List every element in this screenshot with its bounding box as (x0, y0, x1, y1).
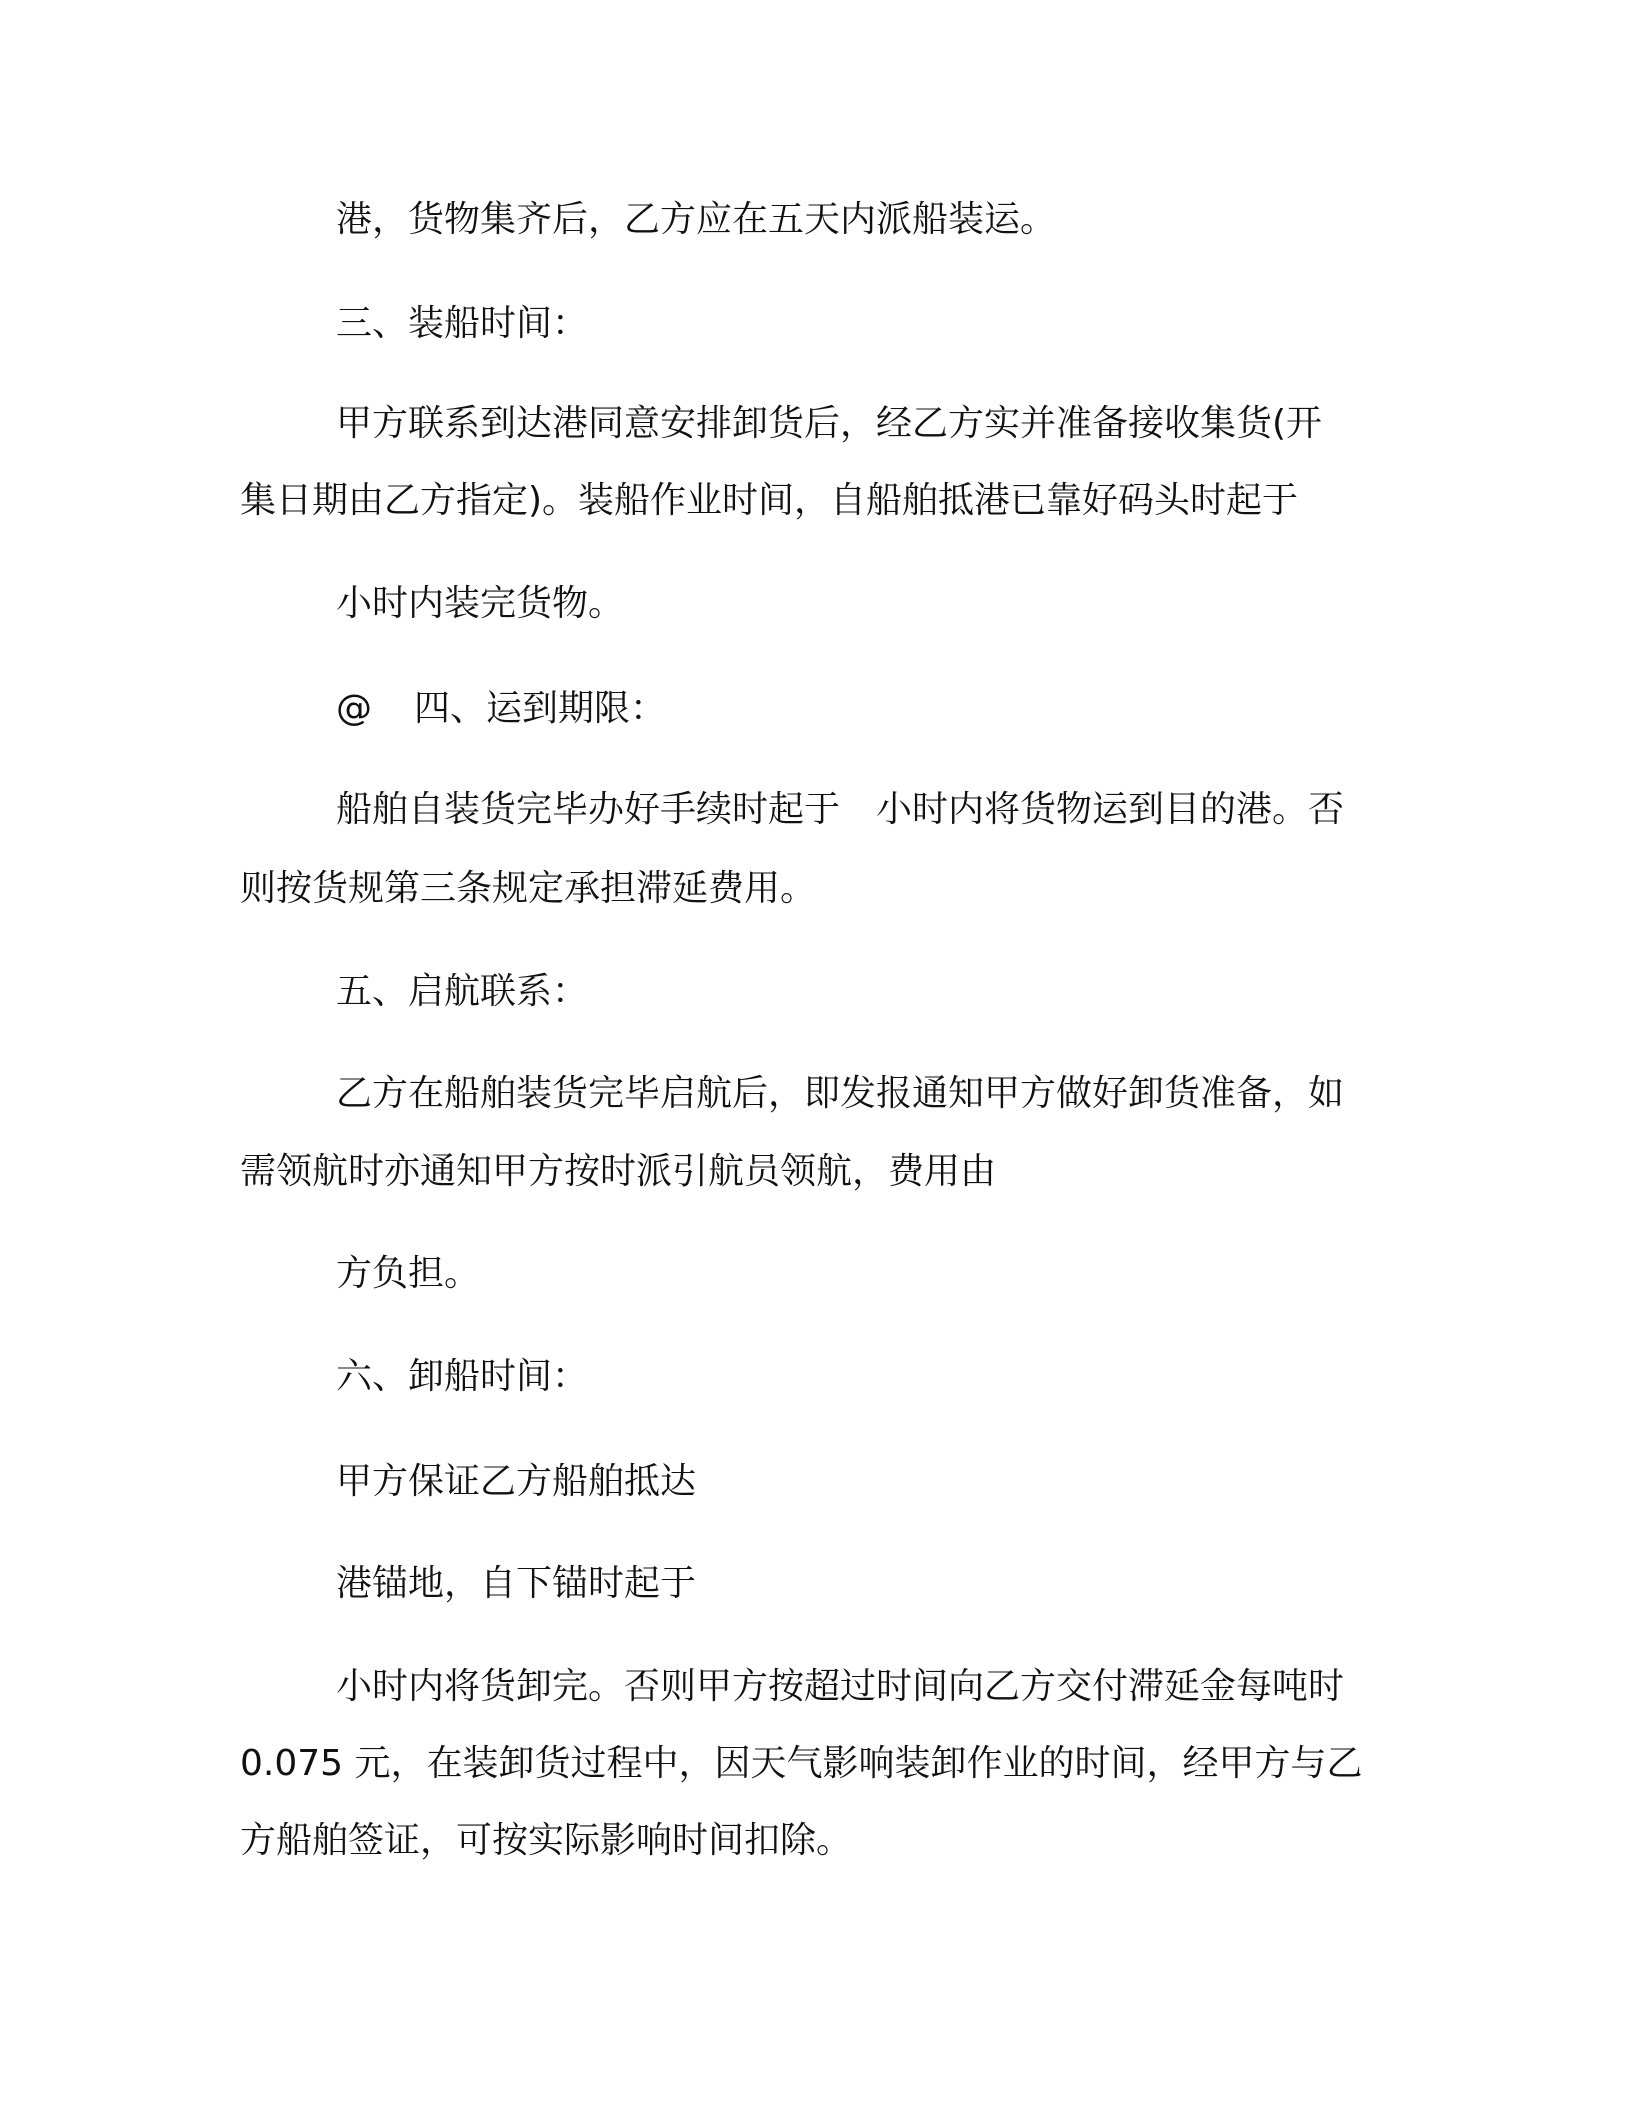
paragraph-line: 方船舶签证，可按实际影响时间扣除。 (240, 1820, 853, 1861)
section-heading: 四、运到期限： (414, 688, 667, 729)
paragraph-line: 港，货物集齐后，乙方应在五天内派船装运。 (336, 199, 1057, 240)
paragraph-line: 船舶自装货完毕办好手续时起于 小时内将货物运到目的港。否 (336, 789, 1345, 830)
section-heading: 三、装船时间： (336, 303, 589, 344)
paragraph-line: 小时内装完货物。 (336, 583, 625, 624)
paragraph-line: 则按货规第三条规定承担滞延费用。 (240, 868, 817, 909)
paragraph-line: 0.075 元，在装卸货过程中，因天气影响装卸作业的时间，经甲方与乙 (240, 1743, 1363, 1784)
paragraph-line: 小时内将货卸完。否则甲方按超过时间向乙方交付滞延金每吨时 (336, 1666, 1345, 1707)
at-symbol: @ (336, 688, 372, 729)
paragraph-line: 方负担。 (336, 1253, 481, 1294)
paragraph-line: 甲方保证乙方船舶抵达 (336, 1461, 697, 1502)
section-heading: 五、启航联系： (336, 971, 589, 1012)
paragraph-line: 甲方联系到达港同意安排卸货后，经乙方实并准备接收集货(开 (336, 403, 1323, 444)
section-heading: 六、卸船时间： (336, 1356, 589, 1397)
paragraph-line: 港锚地，自下锚时起于 (336, 1563, 697, 1604)
paragraph-line: 集日期由乙方指定)。装船作业时间，自船舶抵港已靠好码头时起于 (240, 480, 1299, 521)
paragraph-line: 需领航时亦通知甲方按时派引航员领航，费用由 (240, 1151, 997, 1192)
paragraph-line: 乙方在船舶装货完毕启航后，即发报通知甲方做好卸货准备，如 (336, 1073, 1345, 1114)
